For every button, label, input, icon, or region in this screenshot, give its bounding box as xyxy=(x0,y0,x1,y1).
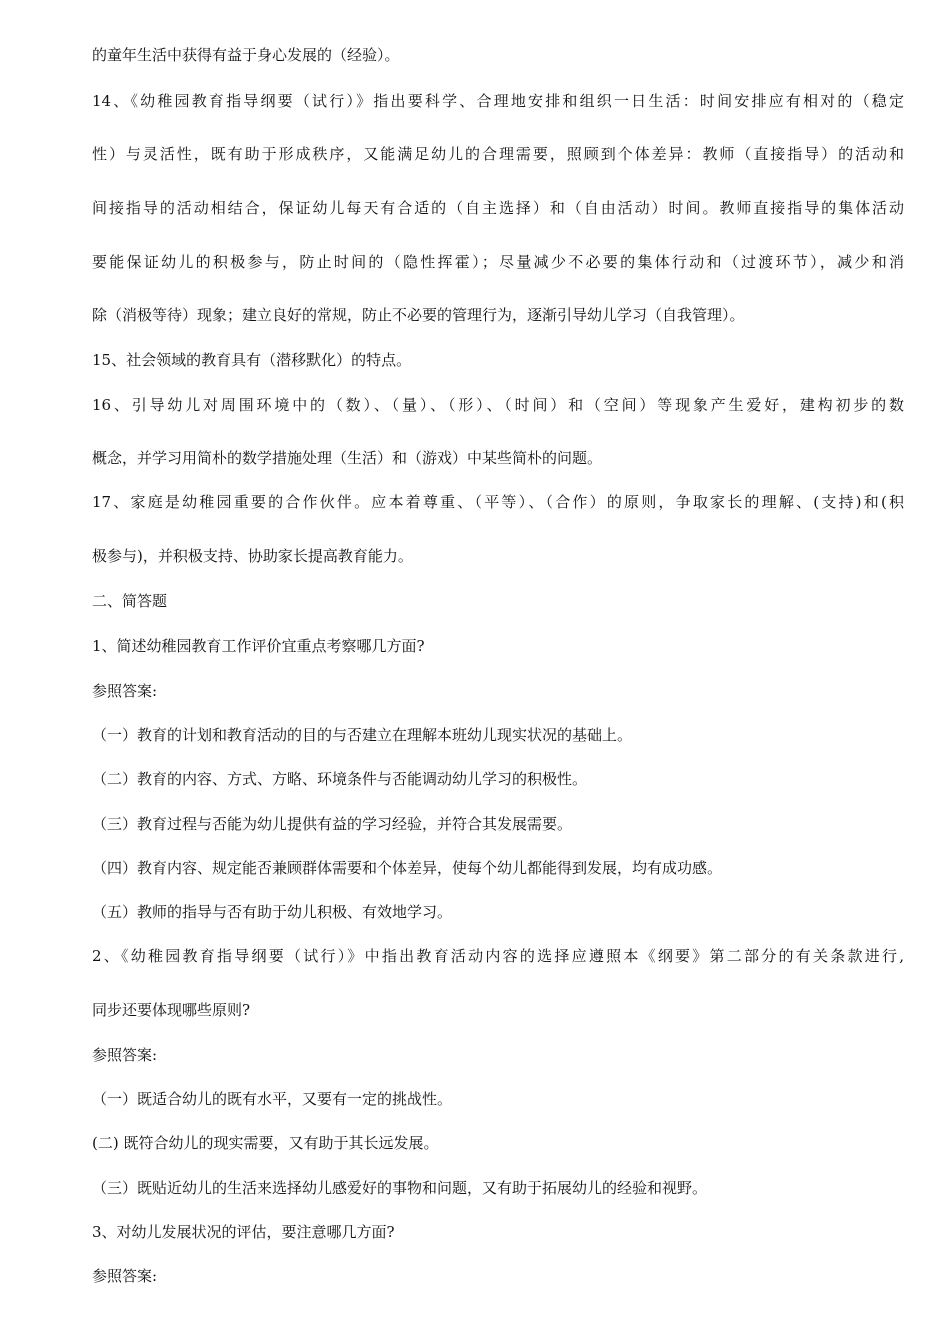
answer-item: (二) 既符合幼儿的现实需要，又有助于其长远发展。 xyxy=(92,1134,439,1152)
answer-item: （三）既贴近幼儿的生活来选择幼儿感爱好的事物和问题，又有助于拓展幼儿的经验和视野。 xyxy=(92,1179,708,1197)
question: 2、《幼稚园教育指导纲要（试行）》中指出教育活动内容的选择应遵照本《纲要》第二部分的有关条款进行, xyxy=(92,947,904,965)
answer-item: （五）教师的指导与否有助于幼儿积极、有效地学习。 xyxy=(92,903,453,921)
question: 3、对幼儿发展状况的评估，要注意哪几方面? xyxy=(92,1223,395,1241)
answer-item: （四）教育内容、规定能否兼顾群体需要和个体差异，使每个幼儿都能得到发展，均有成功感。 xyxy=(92,859,723,877)
text-line: 15、社会领域的教育具有（潜移默化）的特点。 xyxy=(92,351,412,369)
text-line: 除（消极等待）现象；建立良好的常规，防止不必要的管理行为，逐渐引导幼儿学习（自我管理）。 xyxy=(92,306,745,324)
answer-item: （一）既适合幼儿的既有水平，又要有一定的挑战性。 xyxy=(92,1090,453,1108)
answer-label: 参照答案: xyxy=(92,1267,158,1285)
answer-item: （三）教育过程与否能为幼儿提供有益的学习经验，并符合其发展需要。 xyxy=(92,815,573,833)
answer-item: （一）教育的计划和教育活动的目的与否建立在理解本班幼儿现实状况的基础上。 xyxy=(92,726,633,744)
section-heading: 二、简答题 xyxy=(92,592,168,610)
text-line: 17、家庭是幼稚园重要的合作伙伴。应本着尊重、（平等）、（合作）的原则，争取家长的理解、(支持)和(积 xyxy=(92,493,904,511)
text-line: 14、《幼稚园教育指导纲要（试行）》指出要科学、合理地安排和组织一日生活：时间安排应有相对的（稳定 xyxy=(92,92,904,110)
answer-label: 参照答案: xyxy=(92,682,158,700)
answer-label: 参照答案: xyxy=(92,1046,158,1064)
question: 同步还要体现哪些原则? xyxy=(92,1001,251,1019)
text-line: 性）与灵活性，既有助于形成秩序，又能满足幼儿的合理需要，照顾到个体差异：教师（直接指导）的活动和 xyxy=(92,145,904,163)
text-line: 的童年生活中获得有益于身心发展的（经验）。 xyxy=(92,46,400,64)
text-line: 极参与)，并积极支持、协助家长提高教育能力。 xyxy=(92,547,413,565)
text-line: 16、引导幼儿对周围环境中的（数）、（量）、（形）、（时间）和（空间）等现象产生爱好，建构初步的数 xyxy=(92,396,904,414)
question: 1、简述幼稚园教育工作评价宜重点考察哪几方面? xyxy=(92,637,425,655)
text-line: 概念，并学习用简朴的数学措施处理（生活）和（游戏）中某些简朴的问题。 xyxy=(92,449,603,467)
text-line: 间接指导的活动相结合，保证幼儿每天有合适的（自主选择）和（自由活动）时间。教师直接指导的集体活动 xyxy=(92,199,904,217)
text-line: 要能保证幼儿的积极参与，防止时间的（隐性挥霍）；尽量减少不必要的集体行动和（过渡环节），减少和消 xyxy=(92,253,904,271)
answer-item: （二）教育的内容、方式、方略、环境条件与否能调动幼儿学习的积极性。 xyxy=(92,770,588,788)
